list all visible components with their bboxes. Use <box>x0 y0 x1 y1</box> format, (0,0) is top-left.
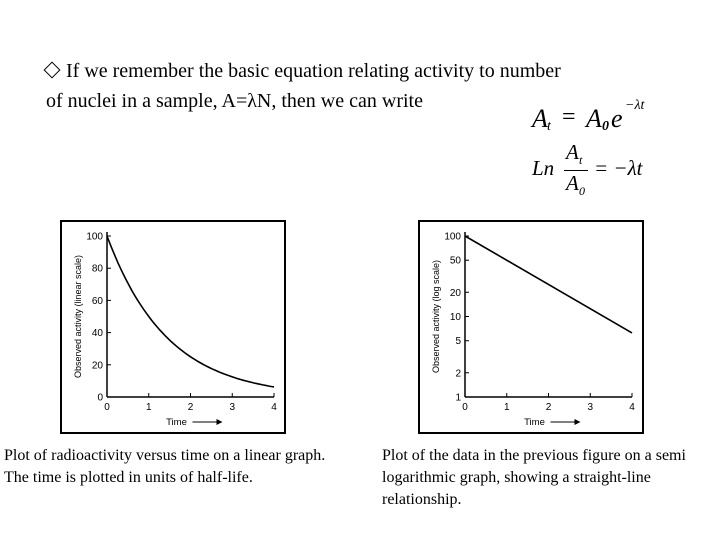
x-tick-label: 3 <box>229 402 236 413</box>
y-tick-label: 1 <box>455 392 461 404</box>
eq1-e: e <box>611 104 623 133</box>
y-axis-label: Observed activity (log scale) <box>431 259 441 374</box>
decay-series-line <box>465 236 632 333</box>
log-activity-chart <box>420 222 641 431</box>
y-tick-label: 0 <box>97 392 103 404</box>
intro-line-1: If we remember the basic equation relating activity to number <box>66 60 561 82</box>
x-tick-label: 2 <box>545 402 552 413</box>
x-tick-label: 2 <box>187 402 194 413</box>
x-axis-label: Time <box>524 417 545 428</box>
x-tick-label: 3 <box>587 402 594 413</box>
eq2-rhs: = −λt <box>594 156 643 180</box>
y-tick-label: 80 <box>91 263 103 275</box>
eq2-numerator: A <box>566 140 579 164</box>
log-plot-frame <box>418 220 644 434</box>
y-tick-label: 40 <box>91 328 103 340</box>
decay-series-line <box>107 236 274 387</box>
eq1-rhs: A <box>586 104 602 133</box>
caption-log: Plot of the data in the previous figure on a semi logarithmic graph, showing a straight-line relationship. <box>382 447 686 508</box>
x-axis-label: Time <box>166 417 187 428</box>
x-tick-label: 4 <box>629 402 635 413</box>
y-tick-label: 10 <box>449 312 461 323</box>
y-tick-label: 20 <box>449 287 461 299</box>
eq2-ln: Ln <box>532 156 555 180</box>
x-tick-label: 4 <box>271 402 277 413</box>
eq2-denominator-sub: 0 <box>579 184 585 198</box>
eq2-numerator-sub: t <box>579 153 583 167</box>
x-axis-arrowhead <box>217 419 223 425</box>
y-tick-label: 2 <box>455 368 461 380</box>
eq1-exp: −λt <box>625 98 645 113</box>
eq1-lhs: A <box>532 104 548 133</box>
x-tick-label: 1 <box>145 402 152 413</box>
linear-plot-frame <box>60 220 286 434</box>
eq1-equals: = <box>562 104 576 130</box>
y-tick-label: 100 <box>86 231 103 243</box>
equation-log <box>532 142 702 202</box>
x-axis-arrowhead <box>575 419 581 425</box>
x-tick-label: 1 <box>503 402 510 413</box>
equation-decay <box>532 100 692 140</box>
eq1-lhs-sub: t <box>547 119 551 134</box>
x-tick-label: 0 <box>462 402 468 413</box>
y-tick-label: 100 <box>444 231 461 243</box>
y-tick-label: 60 <box>91 295 103 307</box>
y-tick-label: 5 <box>455 336 461 348</box>
intro-line-2: of nuclei in a sample, A=λN, then we can write <box>46 90 423 112</box>
eq1-rhs-sub: 0 <box>602 119 609 134</box>
intro-paragraph <box>46 57 706 86</box>
y-tick-label: 50 <box>449 255 461 267</box>
linear-activity-chart <box>62 222 283 431</box>
x-tick-label: 0 <box>104 402 110 413</box>
y-axis-label: Observed activity (linear scale) <box>73 254 83 379</box>
y-tick-label: 20 <box>91 360 103 372</box>
caption-linear: Plot of radioactivity versus time on a linear graph. The time is plotted in units of half-life. <box>4 447 326 486</box>
eq2-denominator: A <box>566 171 579 195</box>
